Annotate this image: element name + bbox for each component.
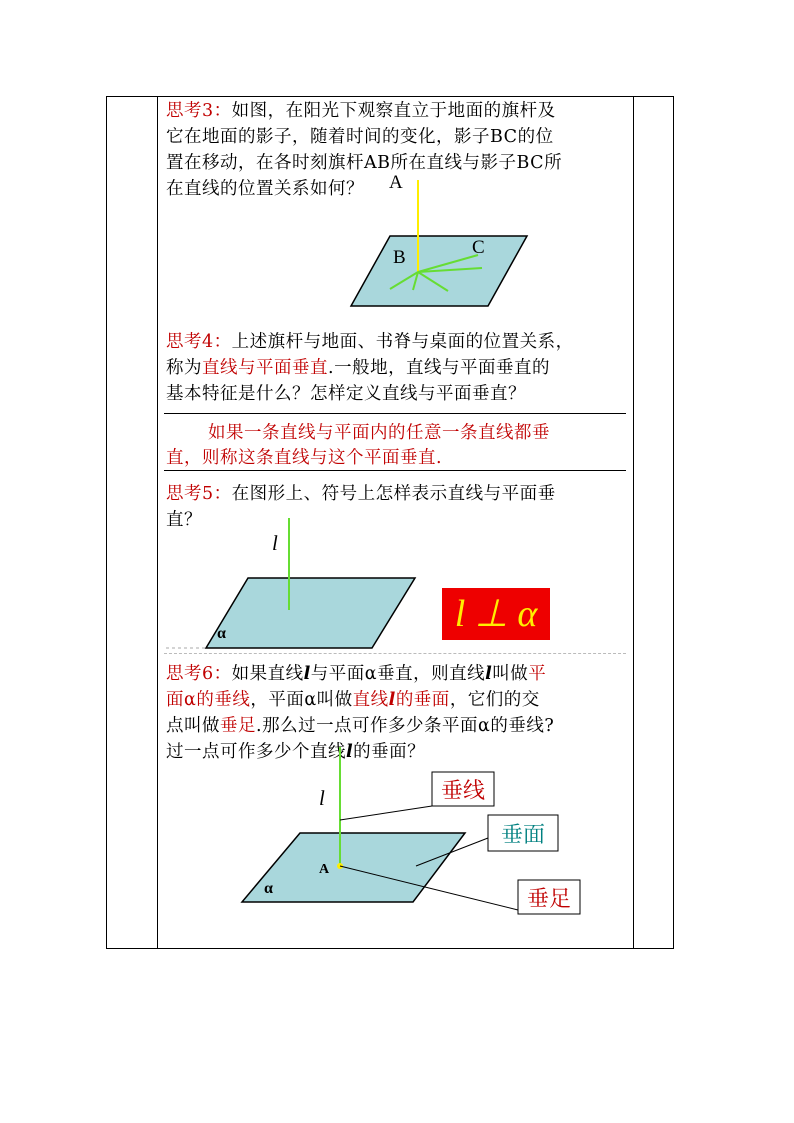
q3-line-4: 在直线的位置关系如何？ — [166, 179, 364, 199]
point-b-label: B — [393, 247, 406, 268]
plane-alpha-label: α — [217, 625, 226, 642]
q3-line-3: 置在移动，在各时刻旗杆AB所在直线与影子BC所 — [166, 153, 563, 173]
perpendicular-symbol: l ⊥ α — [454, 593, 538, 635]
line-l-label: l — [272, 531, 278, 555]
plane-alpha-label: α — [264, 880, 273, 897]
line-l-label: l — [319, 786, 325, 810]
q5-line-2: 直？ — [166, 510, 202, 530]
q6-line-2: 面α的垂线，平面α叫做直线l的垂面，它们的交 — [166, 690, 540, 710]
q3-line-2: 它在地面的影子，随着时间的变化，影子BC的位 — [166, 127, 554, 147]
q6-line-4: 过一点可作多少个直线l的垂面？ — [166, 742, 426, 762]
plane-alpha — [242, 833, 465, 902]
definition-line-1: 如果一条直线与平面内的任意一条直线都垂 — [208, 423, 550, 443]
q4-line-3: 基本特征是什么？怎样定义直线与平面垂直？ — [166, 384, 526, 404]
perp-line-callout-text: 垂线 — [440, 779, 486, 804]
q4-line-2: 称为直线与平面垂直.一般地，直线与平面垂直的 — [166, 358, 551, 378]
q5-line-1: 思考5：在图形上、符号上怎样表示直线与平面垂 — [166, 484, 556, 504]
pointer-line-perp — [340, 806, 432, 820]
definition-line-2: 直，则称这条直线与这个平面垂直. — [166, 448, 443, 468]
point-c-label: C — [472, 237, 485, 258]
foot-callout-text: 垂足 — [526, 887, 572, 912]
q3-line-1: 思考3：如图，在阳光下观察直立于地面的旗杆及 — [166, 101, 556, 121]
q4-line-1: 思考4：上述旗杆与地面、书脊与桌面的位置关系， — [166, 332, 574, 352]
q6-line-1: 思考6：如果直线l与平面α垂直，则直线l叫做平 — [166, 664, 547, 684]
q6-line-3: 点叫做垂足.那么过一点可作多少条平面α的垂线? — [166, 716, 555, 736]
point-a-label: A — [389, 172, 403, 193]
perp-plane-callout-text: 垂面 — [500, 823, 546, 848]
point-a-label: A — [319, 862, 330, 877]
